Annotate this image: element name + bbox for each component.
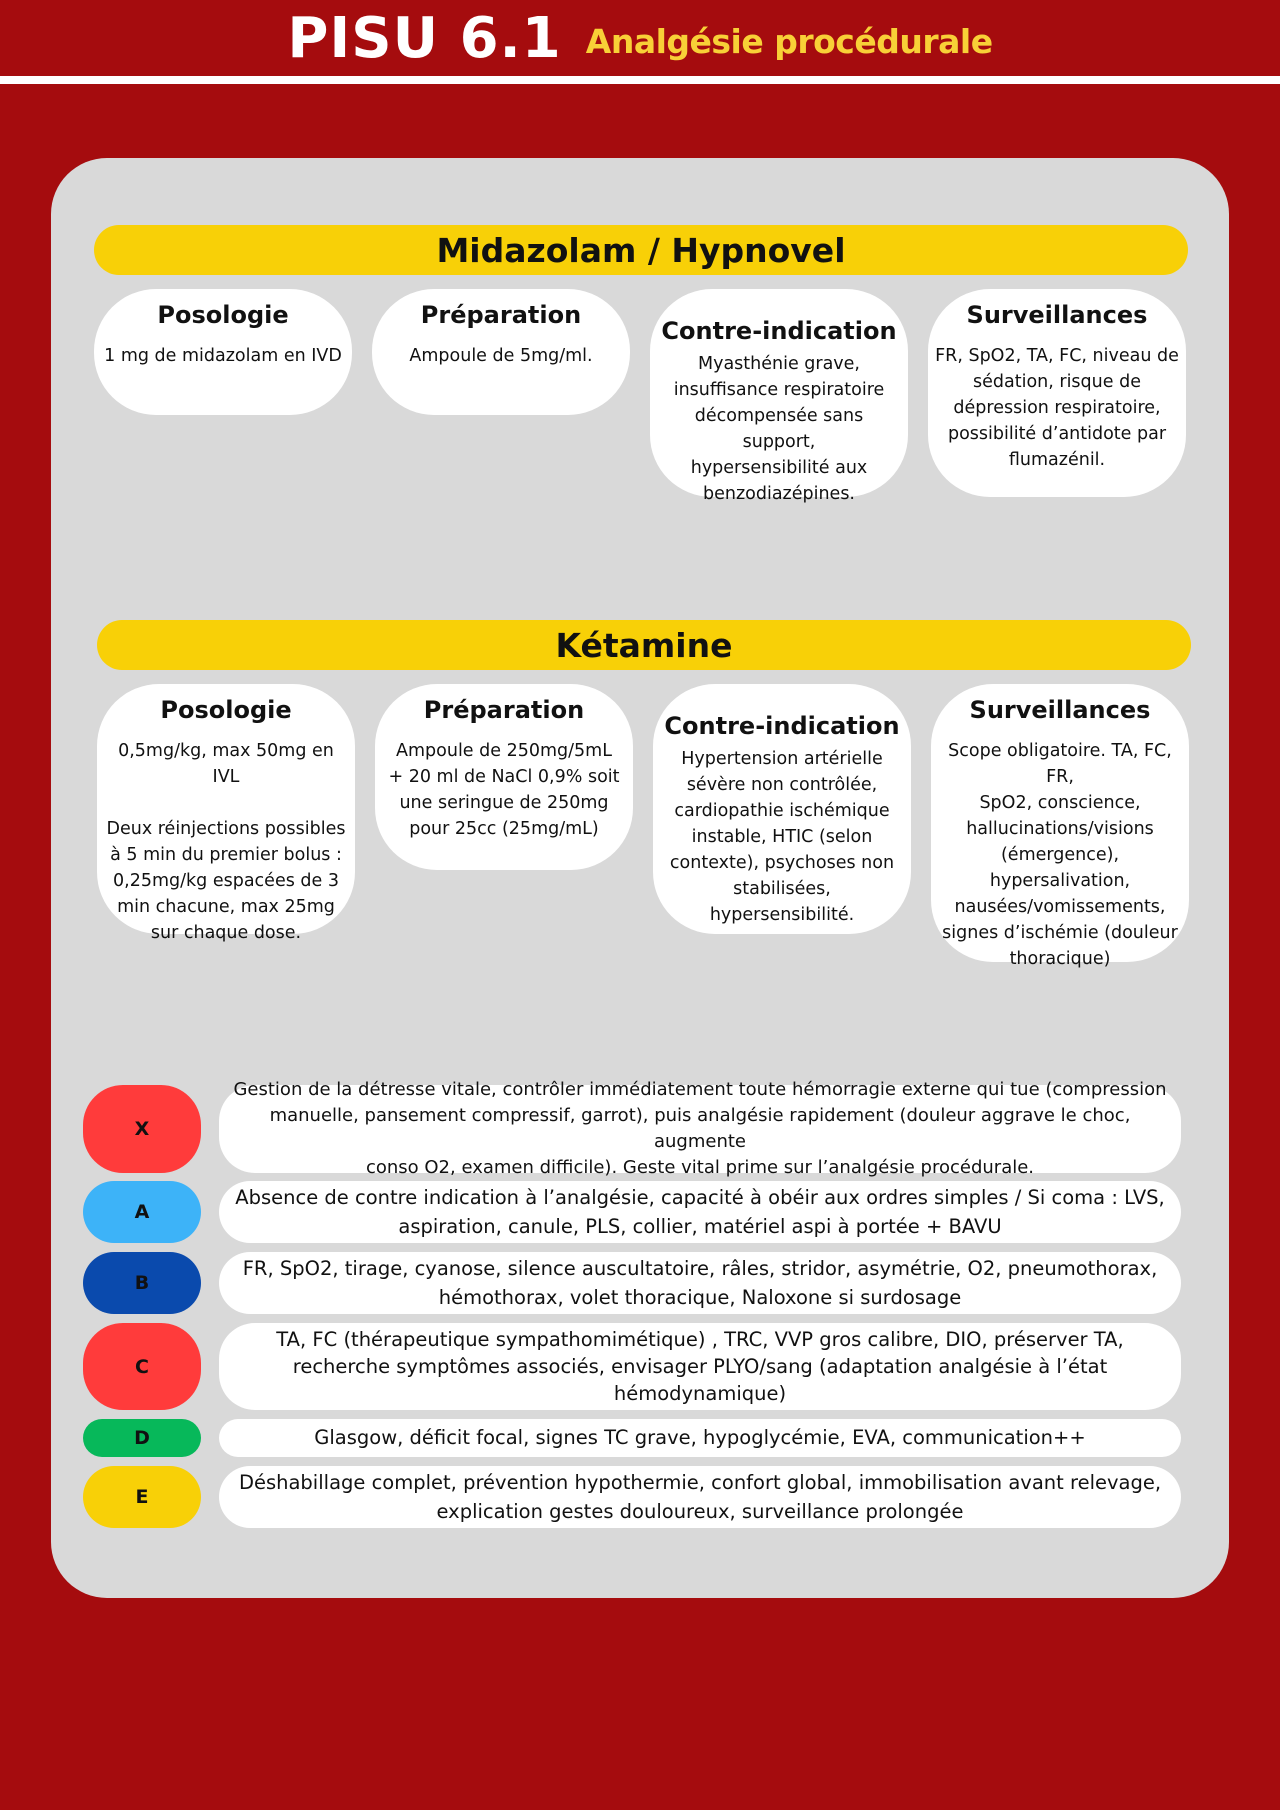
d-text: Glasgow, déficit focal, signes TC grave, hypoglycémie, EVA, communication++ (314, 1426, 1086, 1449)
card-text: 1 mg de midazolam en IVD (104, 346, 342, 366)
x-text: Gestion de la détresse vitale, contrôler immédiatement toute hémorragie externe qui tue (compression manuelle, pansement compressif, garrot), puis analgésie rapidement (douleur aggrave le choc, augmente conso O2, examen difficile). Geste vital prime sur l’analgésie procédurale. (233, 1079, 1167, 1178)
card-title: Contre-indication (661, 317, 897, 345)
e-description (219, 1466, 1181, 1528)
card-title: Surveillances (969, 696, 1151, 724)
b-description (219, 1252, 1181, 1314)
card-title: Préparation (420, 301, 582, 329)
a-text: Absence de contre indication à l’analgésie, capacité à obéir aux ordres simples / Si coma : LVS, aspiration, canule, PLS, collier, matériel aspi à portée + BAVU (235, 1186, 1165, 1238)
card-text: Myasthénie grave, insuffisance respiratoire décompensée sans support, hypersensibilité aux benzodiazépines. (673, 354, 885, 504)
ketamine-banner: Kétamine (97, 620, 1191, 670)
ketamine-surveillances-card (931, 684, 1189, 969)
midazolam-preparation-card (372, 289, 630, 415)
letter-d-badge: D (83, 1419, 201, 1457)
midazolam-contre-indication-card (650, 289, 908, 504)
b-text: FR, SpO2, tirage, cyanose, silence auscultatoire, râles, stridor, asymétrie, O2, pneumothorax, hémothorax, volet thoracique, Naloxone si surdosage (242, 1257, 1158, 1309)
card-title: Posologie (160, 696, 292, 724)
card-title: Posologie (157, 301, 289, 329)
card-text: Ampoule de 250mg/5mL + 20 ml de NaCl 0,9% soit une seringue de 250mg pour 25cc (25mg/mL) (388, 741, 620, 839)
x-description (219, 1079, 1181, 1178)
header-divider (0, 76, 1280, 84)
card-title: Préparation (423, 696, 585, 724)
card-text: FR, SpO2, TA, FC, niveau de sédation, risque de dépression respiratoire, possibilité d’antidote par flumazénil. (935, 346, 1179, 470)
page-subtitle: Analgésie procédurale (585, 21, 993, 61)
ketamine-preparation-card (375, 684, 633, 870)
card-title: Surveillances (966, 301, 1148, 329)
page-title: PISU 6.1 (287, 5, 562, 71)
midazolam-surveillances-card (928, 289, 1186, 497)
xabcde-row-e (83, 1466, 1181, 1528)
card-text: Ampoule de 5mg/ml. (409, 346, 593, 366)
ketamine-contre-indication-card (653, 684, 911, 934)
midazolam-banner: Midazolam / Hypnovel (94, 225, 1188, 275)
card-text: 0,5mg/kg, max 50mg en IVL Deux réinjections possibles à 5 min du premier bolus : 0,25mg/kg espacées de 3 min chacune, max 25mg sur chaque dose. (106, 741, 346, 943)
xabcde-row-a (83, 1181, 1181, 1243)
ketamine-posologie-card (97, 684, 355, 943)
xabcde-row-x (83, 1079, 1181, 1178)
c-text: TA, FC (thérapeutique sympathomimétique) , TRC, VVP gros calibre, DIO, préserver TA, recherche symptômes associés, envisager PLYO/sang (adaptation analgésie à l’état hémodynamique) (276, 1328, 1124, 1405)
xabcde-row-b (83, 1252, 1181, 1314)
e-text: Déshabillage complet, prévention hypothermie, confort global, immobilisation avant relevage, explication gestes douloureux, surveillance prolongée (238, 1471, 1162, 1523)
a-description (219, 1181, 1181, 1243)
card-title: Contre-indication (664, 712, 900, 740)
c-description (219, 1323, 1181, 1410)
xabcde-row-d (83, 1419, 1181, 1457)
midazolam-section (94, 225, 1188, 504)
xabcde-row-c (83, 1323, 1181, 1410)
ketamine-section (97, 620, 1191, 969)
letter-a-badge: A (83, 1181, 201, 1243)
d-description (219, 1419, 1181, 1457)
page-header (0, 0, 1280, 76)
letter-e-badge: E (83, 1466, 201, 1528)
card-text: Scope obligatoire. TA, FC, FR, SpO2, conscience, hallucinations/visions (émergence), hypersalivation, nausées/vomissements, signes d’ischémie (douleur thoracique) (942, 741, 1178, 969)
letter-c-badge: C (83, 1323, 201, 1410)
midazolam-posologie-card (94, 289, 352, 415)
letter-x-badge: X (83, 1085, 201, 1173)
card-text: Hypertension artérielle sévère non contrôlée, cardiopathie ischémique instable, HTIC (selon contexte), psychoses non stabilisées, hypersensibilité. (669, 749, 895, 925)
letter-b-badge: B (83, 1252, 201, 1314)
